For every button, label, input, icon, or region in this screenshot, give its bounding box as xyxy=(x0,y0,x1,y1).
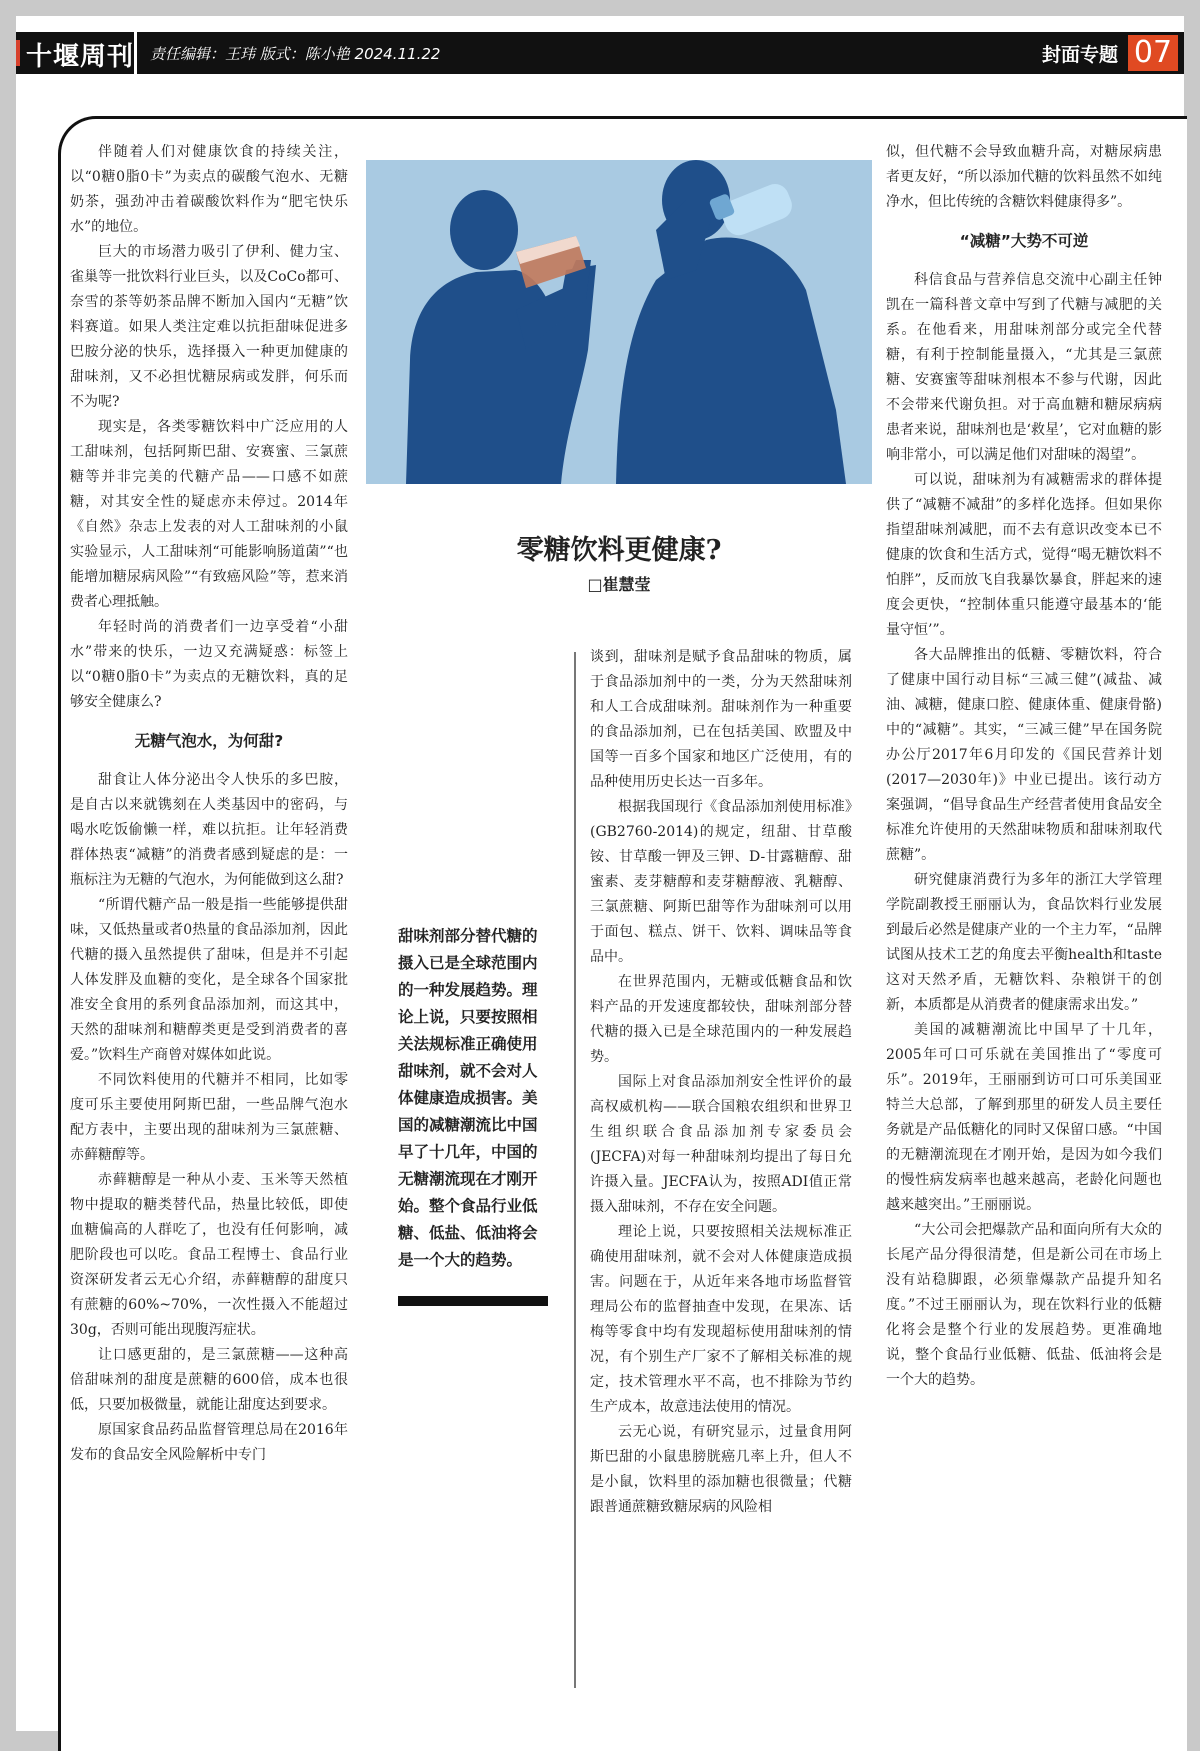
article-byline: □崔慧莹 xyxy=(587,575,651,594)
paragraph: 不同饮料使用的代糖并不相同，比如零度可乐主要使用阿斯巴甜，一些品牌气泡水配方表中，主要出现的甜味剂为三氯蔗糖、赤藓糖醇等。 xyxy=(70,1072,348,1163)
paragraph: “所谓代糖产品一般是指一些能够提供甜味，又低热量或者0热量的食品添加剂，因此代糖的摄入虽然提供了甜味，但是并不引起人体发胖及血糖的变化，是全球各个国家批准安全食用的系列食品添加剂，而这其中，天然的甜味剂和糖醇类更是受到消费者的喜爱。”饮料生产商曾对媒体如此说。 xyxy=(70,897,348,1063)
pull-quote: 甜味剂部分替代糖的摄入已是全球范围内的一种发展趋势。理论上说，只要按照相关法规标准正确使用甜味剂，就不会对人体健康造成损害。美国的减糖潮流比中国早了十几年，中国的无糖潮流现在才刚开始。整个食品行业低糖、低盐、低油将会是一个大的趋势。 xyxy=(398,926,538,1269)
pull-quote-rule xyxy=(398,1296,548,1306)
paragraph: 在世界范围内，无糖或低糖食品和饮料产品的开发速度都较快，甜味剂部分替代糖的摄入已是全球范围内的一种发展趋势。 xyxy=(590,974,852,1065)
page-header xyxy=(16,32,1184,74)
paragraph: 研究健康消费行为多年的浙江大学管理学院副教授王丽丽认为，食品饮料行业发展到最后必然是健康产业的一个主力军，“品牌试图从技术工艺的角度去平衡health和taste这对天然矛盾，无糖饮料、杂粮饼干的创新，本质都是从消费者的健康需求出发。” xyxy=(886,872,1162,1013)
paragraph: 甜食让人体分泌出令人快乐的多巴胺，是自古以来就镌刻在人类基因中的密码，与喝水吃饭偷懒一样，难以抗拒。让年轻消费群体热衷“减糖”的消费者感到疑虑的是：一瓶标注为无糖的气泡水，为何能做到这么甜? xyxy=(70,772,348,888)
subheading-1: 无糖气泡水，为何甜? xyxy=(134,732,284,750)
editor-meta: 责任编辑：王玮 版式：陈小艳 2024.11.22 xyxy=(150,45,441,63)
masthead-accent xyxy=(16,40,20,66)
paragraph: 各大品牌推出的低糖、零糖饮料，符合了健康中国行动目标“三减三健”(减盐、减油、减糖，健康口腔、健康体重、健康骨骼)中的“减糖”。其实，“三减三健”早在国务院办公厅2017年6月印发的《国民营养计划(2017—2030年)》中业已提出。该行动方案强调，“倡导食品生产经营者使用食品安全标准允许使用的天然甜味物质和甜味剂取代蔗糖”。 xyxy=(886,647,1162,863)
paragraph: 伴随着人们对健康饮食的持续关注，以“0糖0脂0卡”为卖点的碳酸气泡水、无糖奶茶，强劲冲击着碳酸饮料作为“肥宅快乐水”的地位。 xyxy=(70,144,348,235)
drinking-men-illustration xyxy=(366,160,872,484)
paragraph: 谈到，甜味剂是赋予食品甜味的物质，属于食品添加剂中的一类，分为天然甜味剂和人工合成甜味剂。甜味剂作为一种重要的食品添加剂，已在包括美国、欧盟及中国等一百多个国家和地区广泛使用，有的品种使用历史长达一百多年。 xyxy=(590,649,852,790)
section-label: 封面专题 xyxy=(1041,44,1118,66)
paragraph: 似，但代糖不会导致血糖升高，对糖尿病患者更友好，“所以添加代糖的饮料虽然不如纯净水，但比传统的含糖饮料健康得多”。 xyxy=(886,144,1162,210)
paragraph: “大公司会把爆款产品和面向所有大众的长尾产品分得很清楚，但是新公司在市场上没有站稳脚跟，必须靠爆款产品提升知名度。”不过王丽丽认为，现在饮料行业的低糖化将会是整个行业的发展趋势。更准确地说，整个食品行业低糖、低盐、低油将会是一个大的趋势。 xyxy=(886,1222,1162,1388)
column-4 xyxy=(886,140,1162,1393)
page-number: 07 xyxy=(1128,35,1178,71)
paragraph: 可以说，甜味剂为有减糖需求的群体提供了“减糖不减甜”的多样化选择。但如果你指望甜味剂减肥，而不去有意识改变本已不健康的饮食和生活方式，觉得“喝无糖饮料不怕胖”，反而放飞自我暴饮暴食，胖起来的速度会更快，“控制体重只能遵守最基本的‘能量守恒’”。 xyxy=(886,472,1162,638)
masthead xyxy=(16,32,137,74)
column-divider xyxy=(574,652,576,1688)
paragraph: 年轻时尚的消费者们一边享受着“小甜水”带来的快乐，一边又充满疑惑：标签上以“0糖0脂0卡”为卖点的无糖饮料，真的足够安全健康么? xyxy=(70,619,348,710)
paragraph: 科信食品与营养信息交流中心副主任钟凯在一篇科普文章中写到了代糖与减肥的关系。在他看来，用甜味剂部分或完全代替糖，有利于控制能量摄入，“尤其是三氯蔗糖、安赛蜜等甜味剂根本不参与代谢，因此不会带来代谢负担。对于高血糖和糖尿病病患者来说，甜味剂也是‘救星’，它对血糖的影响非常小，可以满足他们对甜味的渴望”。 xyxy=(886,272,1162,463)
paragraph: 让口感更甜的，是三氯蔗糖——这种高倍甜味剂的甜度是蔗糖的600倍，成本也很低，只要加极微量，就能让甜度达到要求。 xyxy=(70,1347,348,1413)
column-1 xyxy=(70,140,348,1468)
cover-illustration xyxy=(366,160,872,484)
article-title: 零糖饮料更健康? xyxy=(516,535,722,566)
paragraph: 根据我国现行《食品添加剂使用标准》(GB2760-2014)的规定，纽甜、甘草酸铵、甘草酸一钾及三钾、D-甘露糖醇、甜蜜素、麦芽糖醇和麦芽糖醇液、乳糖醇、三氯蔗糖、阿斯巴甜等作为甜味剂可以用于面包、糕点、饼干、饮料、调味品等食品中。 xyxy=(590,799,852,965)
paragraph: 赤藓糖醇是一种从小麦、玉米等天然植物中提取的糖类替代品，热量比较低，即使血糖偏高的人群吃了，也没有任何影响，减肥阶段也可以吃。食品工程博士、食品行业资深研发者云无心介绍，赤藓糖醇的甜度只有蔗糖的60%~70%，一次性摄入不能超过30g，否则可能出现腹泻症状。 xyxy=(70,1172,348,1338)
masthead-name: 十堰周刊 xyxy=(26,42,135,72)
column-3 xyxy=(590,645,852,1520)
paragraph: 巨大的市场潜力吸引了伊利、健力宝、雀巢等一批饮料行业巨头，以及CoCo都可、奈雪的茶等奶茶品牌不断加入国内“无糖”饮料赛道。如果人类注定难以抗拒甜味促进多巴胺分泌的快乐，选择摄入一种更加健康的甜味剂，又不必担忧糖尿病或发胖，何乐而不为呢? xyxy=(70,244,348,410)
paragraph: 原国家食品药品监督管理总局在2016年发布的食品安全风险解析中专门 xyxy=(70,1422,348,1463)
paragraph: 理论上说，只要按照相关法规标准正确使用甜味剂，就不会对人体健康造成损害。问题在于，从近年来各地市场监督管理局公布的监督抽查中发现，在果冻、话梅等零食中均有发现超标使用甜味剂的情况，有个别生产厂家不了解相关标准的规定，技术管理水平不高，也不排除为节约生产成本，故意违法使用的情况。 xyxy=(590,1224,852,1415)
subheading-2: “减糖”大势不可逆 xyxy=(959,232,1089,250)
paragraph: 美国的减糖潮流比中国早了十几年，2005年可口可乐就在美国推出了“零度可乐”。2019年，王丽丽到访可口可乐美国亚特兰大总部，了解到那里的研发人员主要任务就是产品低糖化的同时又保留口感。“中国的无糖潮流现在才刚开始，是因为如今我们的慢性病发病率也越来越高，老龄化问题也越来越突出。”王丽丽说。 xyxy=(886,1022,1162,1213)
paragraph: 国际上对食品添加剂安全性评价的最高权威机构——联合国粮农组织和世界卫生组织联合食品添加剂专家委员会(JECFA)对每一种甜味剂均提出了每日允许摄入量。JECFA认为，按照ADI值正常摄入甜味剂，不存在安全问题。 xyxy=(590,1074,852,1215)
paragraph: 现实是，各类零糖饮料中广泛应用的人工甜味剂，包括阿斯巴甜、安赛蜜、三氯蔗糖等并非完美的代糖产品——口感不如蔗糖，对其安全性的疑虑亦未停过。2014年《自然》杂志上发表的对人工甜味剂的小鼠实验显示，人工甜味剂“可能影响肠道菌”“也能增加糖尿病风险”“有致癌风险”等，惹来消费者心理抵触。 xyxy=(70,419,348,610)
paragraph: 云无心说，有研究显示，过量食用阿斯巴甜的小鼠患膀胱癌几率上升，但人不是小鼠，饮料里的添加糖也很微量；代糖跟普通蔗糖致糖尿病的风险相 xyxy=(590,1424,852,1515)
